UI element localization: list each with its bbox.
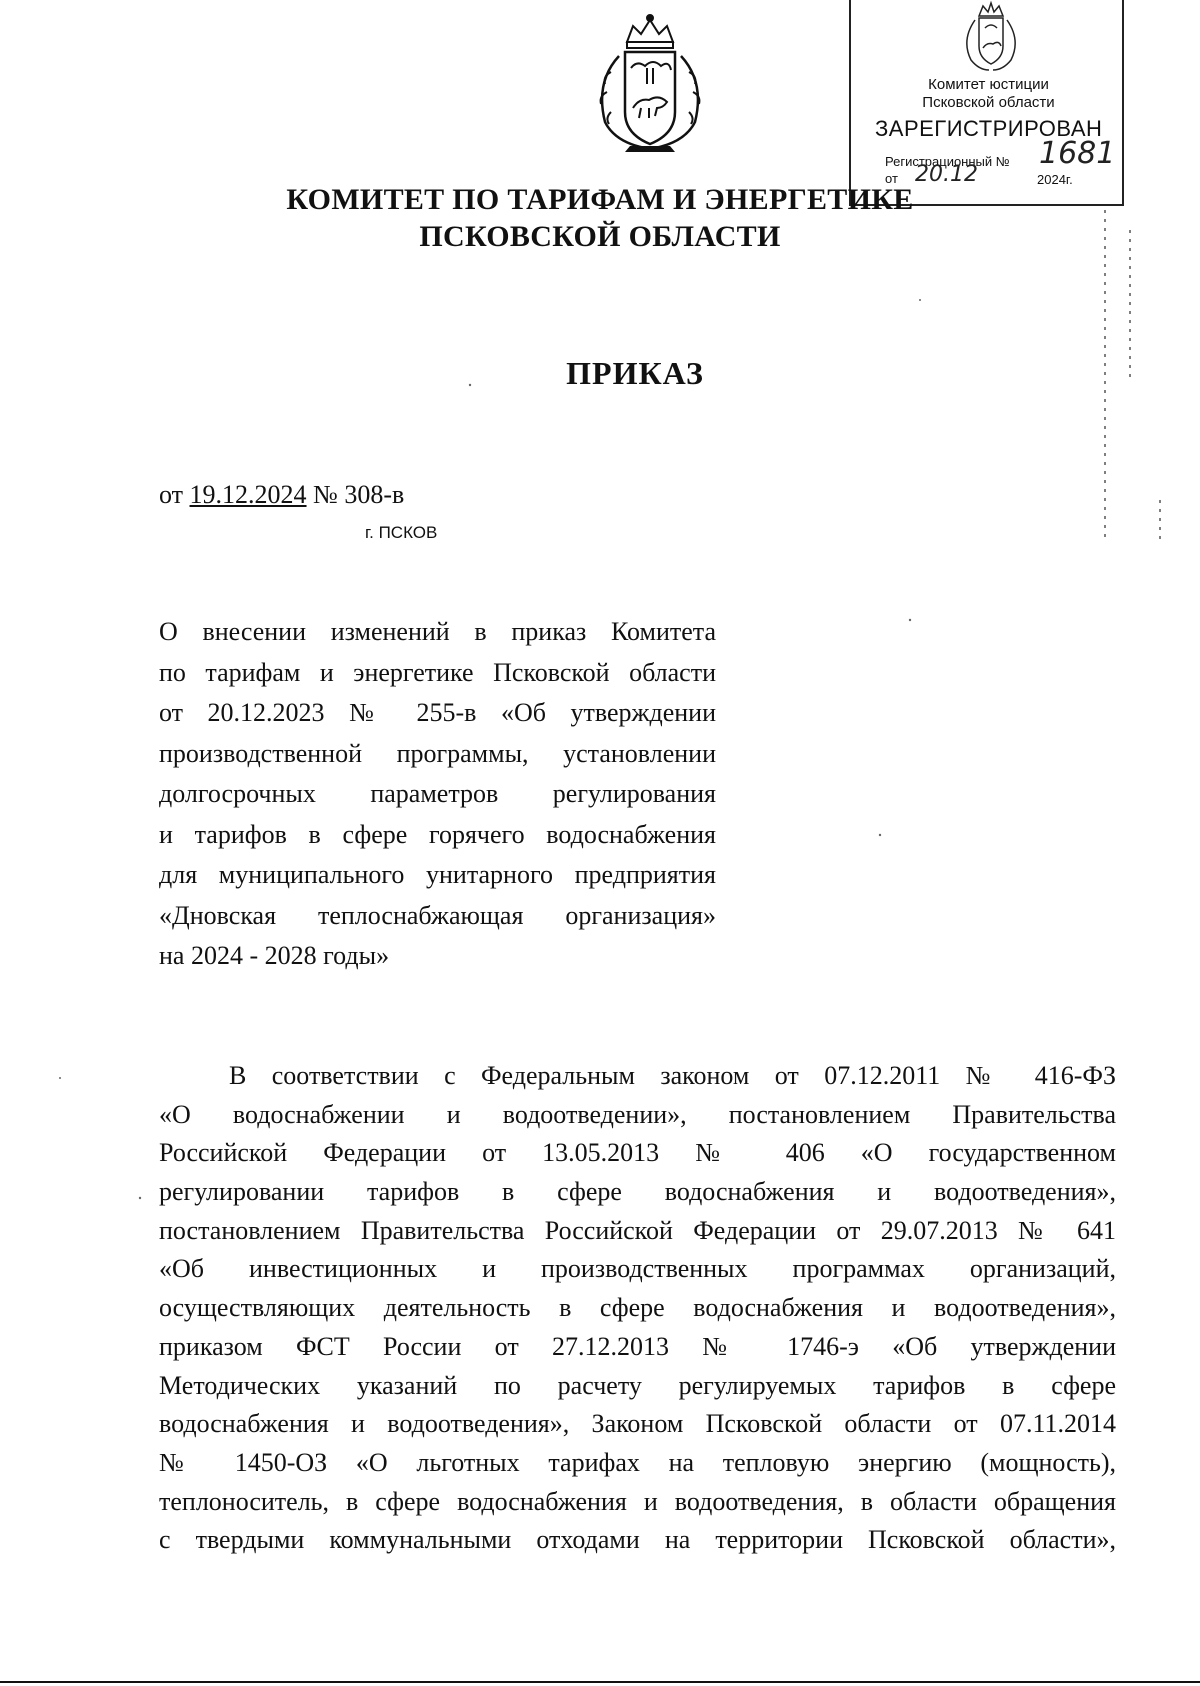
stamp-date-prefix: от [885,171,898,186]
stamp-org-line1: Комитет юстиции [928,76,1049,93]
body-line: осуществляющих деятельность в сфере водоснабжения и водоотведения», [159,1293,1116,1323]
coat-of-arms-icon [575,12,725,152]
stamp-org-line2: Псковской области [922,94,1055,111]
subject-line: для муниципального унитарного предприятия [159,860,716,889]
subject-line: и тарифов в сфере горячего водоснабжения [159,819,716,849]
registration-stamp [849,0,1124,206]
subject-line: по тарифам и энергетике Псковской области [159,657,716,687]
stamp-reg-number: 1681 [1039,136,1116,171]
body-line: водоснабжения и водоотведения», Законом Псковской области от 07.11.2014 [159,1409,1116,1439]
doc-city: г. ПСКОВ [365,523,438,542]
committee-title-line1: КОМИТЕТ ПО ТАРИФАМ И ЭНЕРГЕТИКЕ [286,183,914,216]
subject-line: производственной программы, установлении [159,738,716,768]
body-line: теплоноситель, в сфере водоснабжения и водоотведения, в области обращения [159,1486,1116,1516]
body-paragraph [159,1057,1116,1560]
body-line: № 1450-ОЗ «О льготных тарифах на тепловую энергию (мощность), [159,1447,1116,1477]
committee-title-line2: ПСКОВСКОЙ ОБЛАСТИ [419,220,781,253]
subject-line: О внесении изменений в приказ Комитета [159,617,716,646]
subject-line: на 2024 - 2028 годы» [159,941,390,970]
stamp-status: ЗАРЕГИСТРИРОВАН [875,116,1103,141]
stamp-date-handwritten: 20.12 [915,162,978,187]
stamp-coat-of-arms-icon [955,0,1027,72]
subject-block [159,612,716,977]
doc-type-title: ПРИКАЗ [566,355,704,391]
stamp-reg-label: Регистрационный № [885,154,1010,169]
doc-date-prefix: от [159,480,184,509]
stamp-year: 2024г. [1037,172,1073,187]
doc-date: 19.12.2024 [189,480,307,509]
body-line: «О водоснабжении и водоотведении», постановлением Правительства [159,1099,1116,1129]
body-line: с твердыми коммунальными отходами на территории Псковской области», [159,1525,1116,1555]
page-bottom-rule [0,1681,1200,1683]
doc-date-number [159,480,404,510]
subject-line: долгосрочных параметров регулирования [159,779,716,808]
doc-number: № 308-в [313,480,405,509]
body-line: приказом ФСТ России от 27.12.2013 № 1746-э «Об утверждении [159,1331,1116,1361]
subject-line: от 20.12.2023 № 255-в «Об утверждении [159,698,716,727]
subject-line: «Дновская теплоснабжающая организация» [159,900,716,930]
body-line: постановлением Правительства Российской Федерации от 29.07.2013 № 641 [159,1215,1116,1245]
body-line: В соответствии с Федеральным законом от 07.12.2011 № 416-ФЗ [229,1061,1116,1090]
body-line: Методических указаний по расчету регулируемых тарифов в сфере [159,1370,1116,1400]
body-line: Российской Федерации от 13.05.2013 № 406 «О государственном [159,1138,1116,1168]
body-line: «Об инвестиционных и производственных программах организаций, [159,1254,1116,1284]
body-line: регулировании тарифов в сфере водоснабжения и водоотведения», [159,1177,1116,1207]
